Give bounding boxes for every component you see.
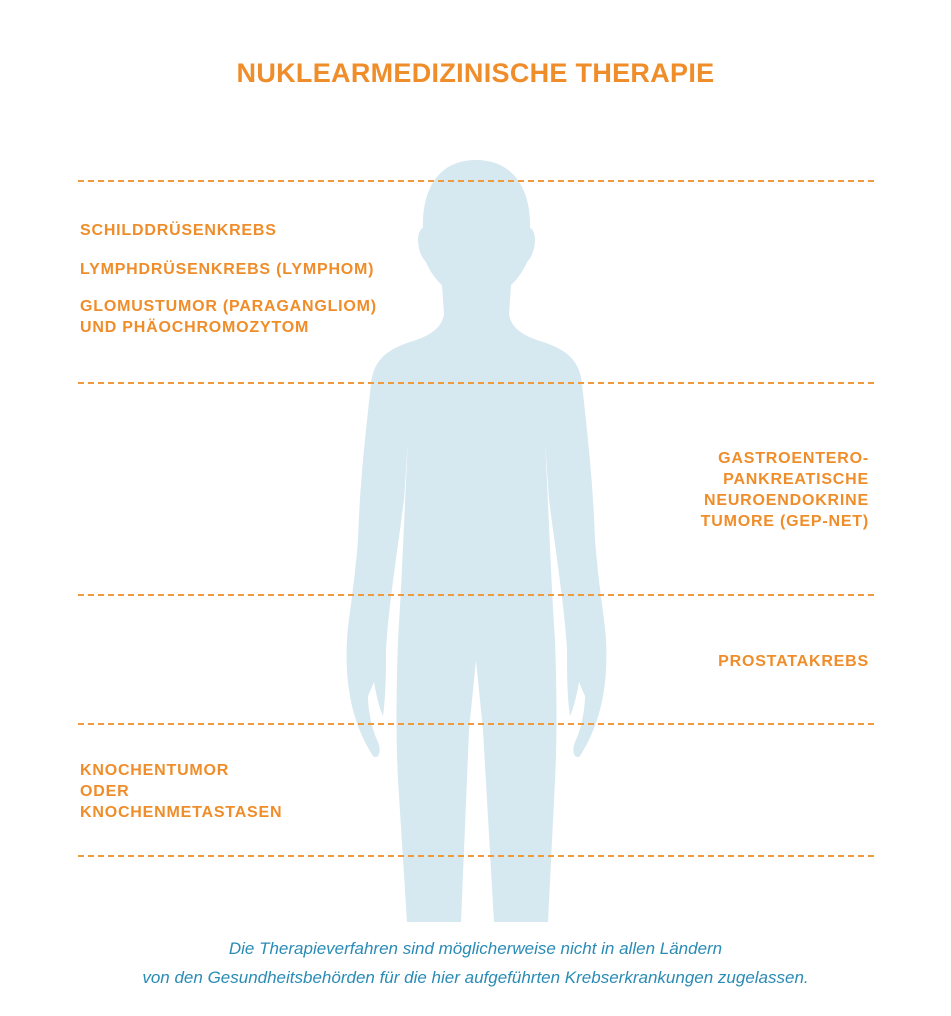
divider-line-5 bbox=[78, 855, 874, 857]
label-glomus-line-2: UND PHÄOCHROMOZYTOM bbox=[80, 319, 310, 336]
label-gep-line-3: NEUROENDOKRINE bbox=[704, 492, 869, 509]
label-bone-line-3: KNOCHENMETASTASEN bbox=[80, 804, 283, 821]
label-glomus-line-1: GLOMUSTUMOR (PARAGANGLIOM) bbox=[80, 298, 377, 315]
label-gep-net bbox=[701, 448, 869, 532]
label-glomus-tumor bbox=[80, 296, 377, 338]
label-gep-line-4: TUMORE (GEP-NET) bbox=[700, 513, 869, 530]
footnote bbox=[0, 934, 951, 992]
label-thyroid-cancer: SCHILDDRÜSENKREBS bbox=[80, 222, 277, 239]
label-gep-line-2: PANKREATISCHE bbox=[723, 471, 869, 488]
label-bone-line-2: ODER bbox=[80, 783, 130, 800]
divider-line-1 bbox=[78, 180, 874, 182]
divider-line-4 bbox=[78, 723, 874, 725]
footnote-line-2: von den Gesundheitsbehörden für die hier aufgeführten Krebserkrankungen zugelassen. bbox=[142, 968, 809, 987]
label-bone-line-1: KNOCHENTUMOR bbox=[80, 762, 230, 779]
divider-line-3 bbox=[78, 594, 874, 596]
label-gep-line-1: GASTROENTERO- bbox=[718, 450, 869, 467]
page-title: NUKLEARMEDIZINISCHE THERAPIE bbox=[236, 58, 715, 88]
divider-line-2 bbox=[78, 382, 874, 384]
label-bone-tumor bbox=[80, 760, 282, 823]
label-prostate-cancer: PROSTATAKREBS bbox=[718, 653, 869, 670]
footnote-line-1: Die Therapieverfahren sind möglicherweise nicht in allen Ländern bbox=[228, 939, 723, 958]
label-lymphoma: LYMPHDRÜSENKREBS (LYMPHOM) bbox=[80, 261, 375, 278]
